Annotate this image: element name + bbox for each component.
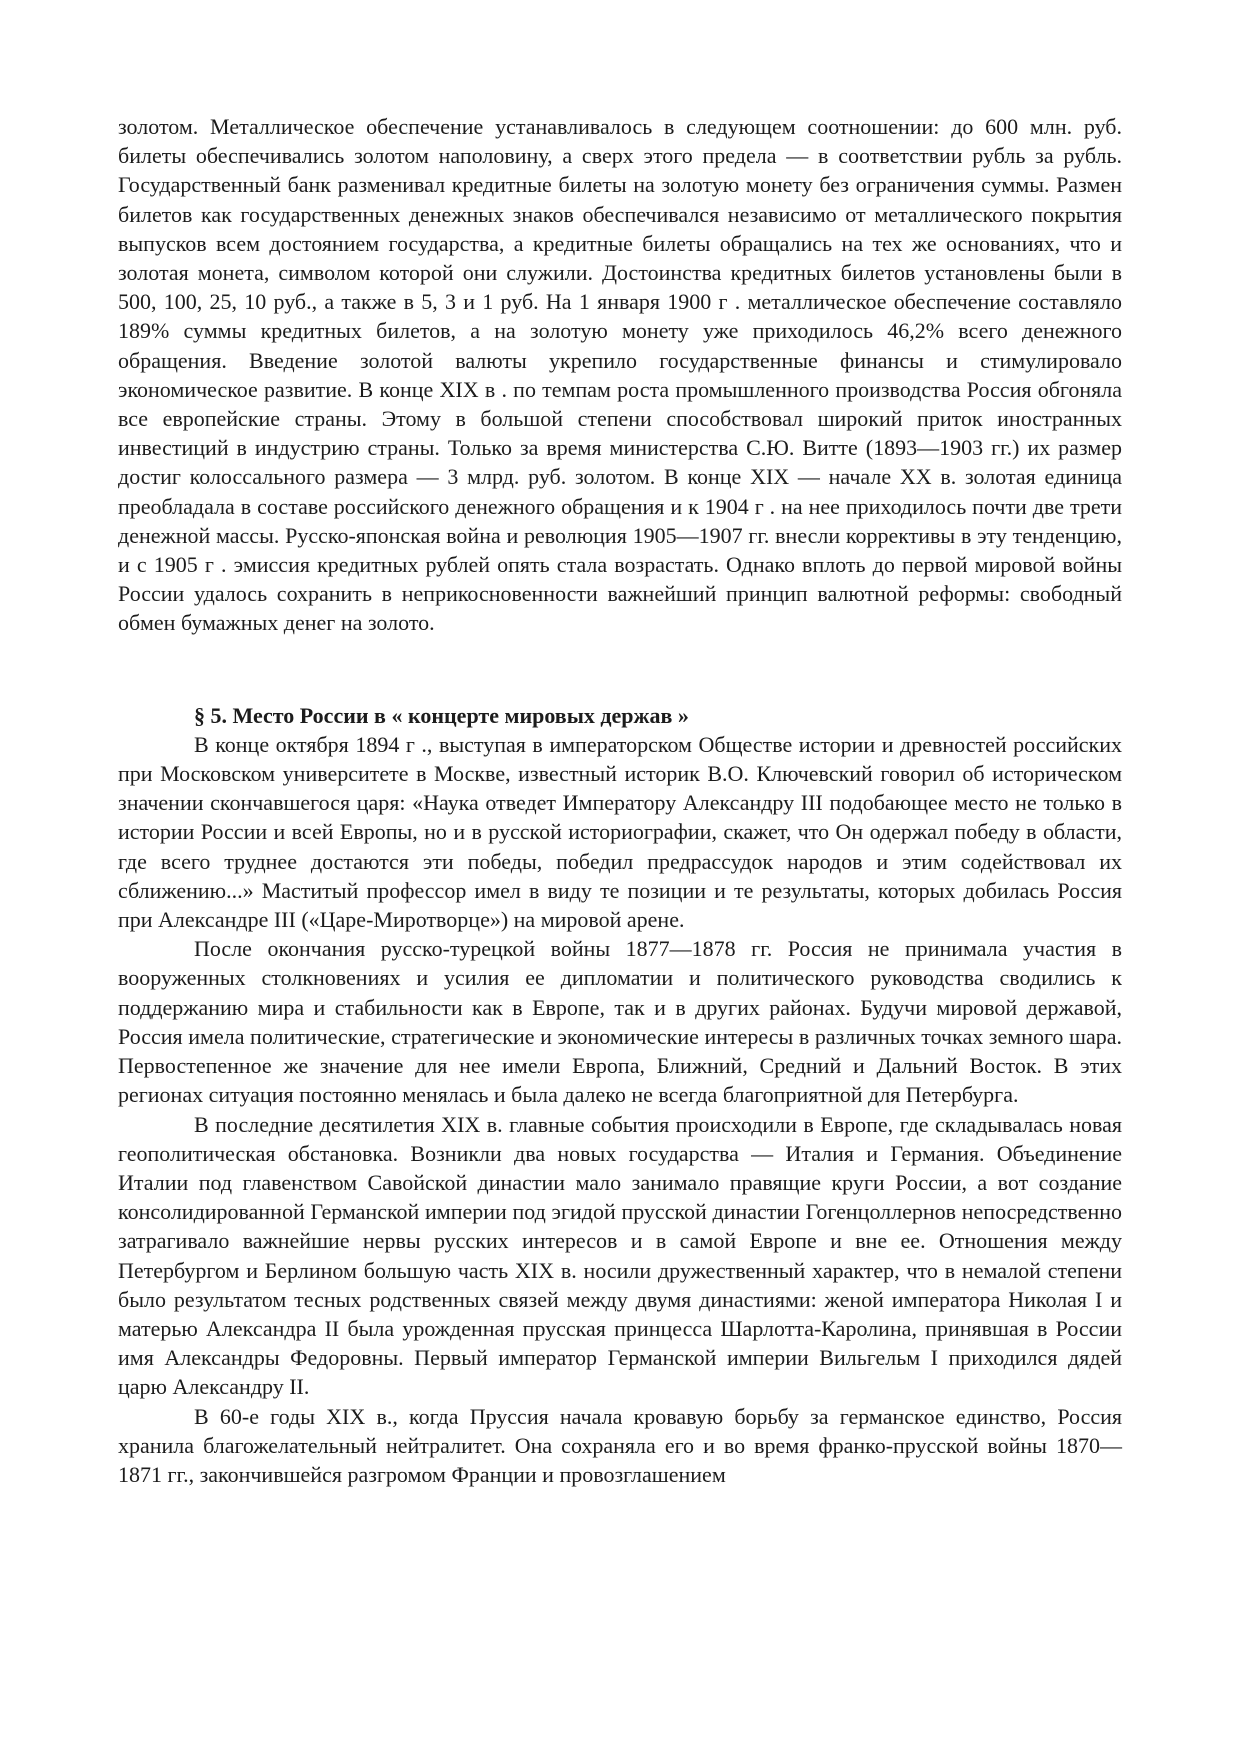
intro-paragraph: золотом. Металлическое обеспечение устанавливалось в следующем соотношении: до 600 млн. руб. билеты обеспечивались золотом наполовину, а сверх этого предела — в соответствии рубль за рубль. Государственный банк разменивал кредитные билеты на золотую монету без ограничения суммы. Размен билетов как государственных денежных знаков обеспечивался независимо от металлического покрытия выпусков всем достоянием государства, а кредитные билеты обращались на тех же основаниях, что и золотая монета, символом которой они служили. Достоинства кредитных билетов установлены были в 500, 100, 25, 10 руб., а также в 5, 3 и 1 руб. На 1 января 1900 г . металлическое обеспечение составляло 189% суммы кредитных билетов, а на золотую монету уже приходилось 46,2% всего денежного обращения. Введение золотой валюты укрепило государственные финансы и стимулировало экономическое развитие. В конце XIX в . по темпам роста промышленного производства Россия обгоняла все европейские страны. Этому в большой степени способствовал широкий приток иностранных инвестиций в индустрию страны. Только за время министерства С.Ю. Витте (1893—1903 гг.) их размер достиг колоссального размера — 3 млрд. руб. золотом. В конце XIX — начале XX в. золотая единица преобладала в составе российского денежного обращения и к 1904 г . на нее приходилось почти две трети денежной массы. Русско-японская война и революция 1905—1907 гг. внесли коррективы в эту тенденцию, и с 1905 г . эмиссия кредитных рублей опять стала возрастать. Однако вплоть до первой мировой войны России удалось сохранить в неприкосновенности важнейший принцип валютной реформы: свободный обмен бумажных денег на золото. [118, 114, 1122, 636]
body-paragraph: В конце октября 1894 г ., выступая в императорском Обществе истории и древностей российских при Московском университете в Москве, известный историк В.О. Ключевский говорил об историческом значении скончавшегося царя: «Наука отведет Императору Александру III подобающее место не только в истории России и всей Европы, но и в русской историографии, скажет, что Он одержал победу в области, где всего труднее достаются эти победы, победил предрассудок народов и этим содействовал их сближению...» Маститый профессор имел в виду те позиции и те результаты, которых добилась Россия при Александре III («Царе-Миротворце») на мировой арене. [118, 731, 1122, 933]
body-paragraph: В 60-е годы XIX в., когда Пруссия начала кровавую борьбу за германское единство, Россия хранила благожелательный нейтралитет. Она сохраняла его и во время франко-прусской войны 1870—1871 гг., закончившейся разгромом Франции и провозглашением [118, 1403, 1122, 1487]
document-page [118, 112, 1122, 1489]
section-heading: § 5. Место России в « концерте мировых держав » [194, 702, 689, 728]
body-paragraph: После окончания русско-турецкой войны 1877—1878 гг. Россия не принимала участия в вооруженных столкновениях и усилия ее дипломатии и политического руководства сводились к поддержанию мира и стабильности как в Европе, так и в других районах. Будучи мировой державой, Россия имела политические, стратегические и экономические интересы в различных точках земного шара. Первостепенное же значение для нее имели Европа, Ближний, Средний и Дальний Восток. В этих регионах ситуация постоянно менялась и была далеко не всегда благоприятной для Петербурга. [118, 936, 1122, 1108]
body-paragraph: В последние десятилетия XIX в. главные события происходили в Европе, где складывалась новая геополитическая обстановка. Возникли два новых государства — Италия и Германия. Объединение Италии под главенством Савойской династии мало занимало правящие круги России, а вот создание консолидированной Германской империи под эгидой прусской династии Гогенцоллернов непосредственно затрагивало важнейшие нервы русских интересов и в самой Европе и вне ее. Отношения между Петербургом и Берлином большую часть XIX в. носили дружественный характер, что в немалой степени было результатом тесных родственных связей между двумя династиями: женой императора Николая I и матерью Александра II была урожденная прусская принцесса Шарлотта-Каролина, принявшая в России имя Александры Федоровны. Первый император Германской империи Вильгельм I приходился дядей царю Александру II. [118, 1111, 1122, 1400]
